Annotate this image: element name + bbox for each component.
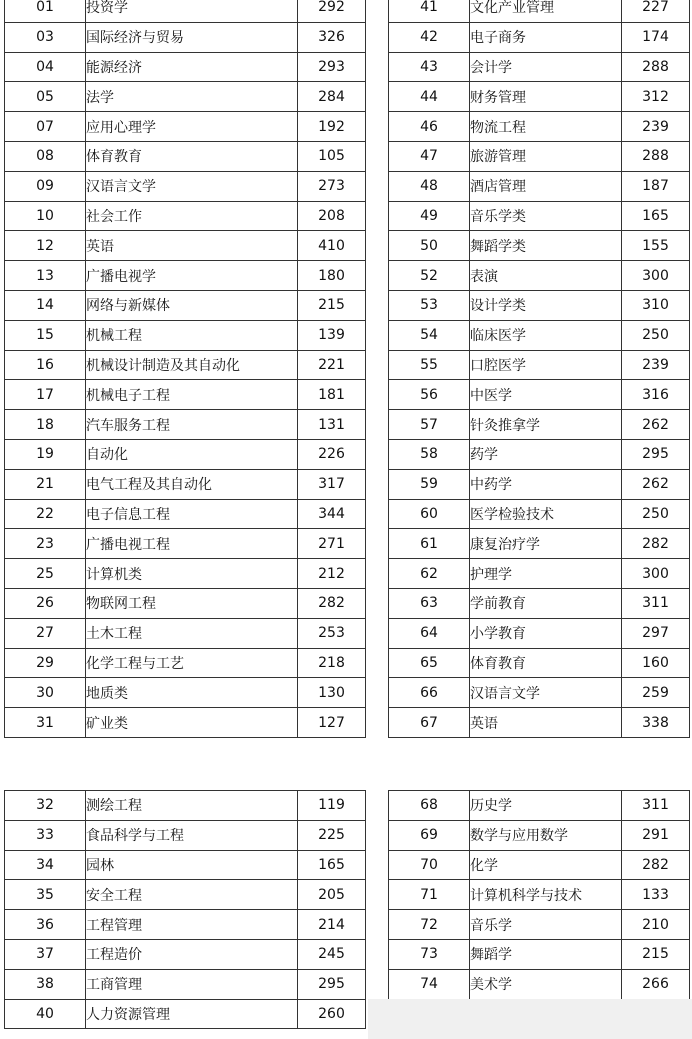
enrollment-count: 119: [298, 791, 366, 821]
major-code: 68: [389, 791, 470, 821]
major-name: 舞蹈学类: [470, 231, 622, 261]
enrollment-count: 174: [622, 22, 690, 52]
major-code: 47: [389, 141, 470, 171]
major-name: 工商管理: [86, 969, 298, 999]
table-row: [5, 678, 366, 708]
table-row: [389, 529, 690, 559]
table-row: [5, 141, 366, 171]
table-row: [389, 141, 690, 171]
enrollment-count: 291: [622, 820, 690, 850]
enrollment-count: 271: [298, 529, 366, 559]
table-row: [389, 380, 690, 410]
major-code: 71: [389, 880, 470, 910]
table-row: [389, 850, 690, 880]
table-row: [5, 112, 366, 142]
major-code: 61: [389, 529, 470, 559]
major-code: 15: [5, 320, 86, 350]
enrollment-count: 192: [298, 112, 366, 142]
major-code: 43: [389, 52, 470, 82]
major-name: 园林: [86, 850, 298, 880]
major-name: 英语: [86, 231, 298, 261]
enrollment-count: 300: [622, 559, 690, 589]
major-code: 53: [389, 290, 470, 320]
table-row: [5, 82, 366, 112]
major-name: 计算机类: [86, 559, 298, 589]
major-name: 电气工程及其自动化: [86, 469, 298, 499]
table-row: [5, 880, 366, 910]
major-name: 化学: [470, 850, 622, 880]
major-code: 23: [5, 529, 86, 559]
major-code: 30: [5, 678, 86, 708]
enrollment-count: 316: [622, 380, 690, 410]
major-code: 29: [5, 648, 86, 678]
enrollment-count: 300: [622, 261, 690, 291]
enrollment-count: 218: [298, 648, 366, 678]
major-name: 自动化: [86, 439, 298, 469]
enrollment-count: 292: [298, 0, 366, 22]
major-code: 66: [389, 678, 470, 708]
major-name: 音乐学: [470, 910, 622, 940]
major-code: 36: [5, 910, 86, 940]
enrollment-count: 312: [622, 82, 690, 112]
major-code: 50: [389, 231, 470, 261]
enrollment-count: 262: [622, 469, 690, 499]
major-name: 护理学: [470, 559, 622, 589]
table-row: [389, 969, 690, 999]
major-code: 55: [389, 350, 470, 380]
table-row: [5, 648, 366, 678]
major-name: 网络与新媒体: [86, 290, 298, 320]
major-name: 汽车服务工程: [86, 410, 298, 440]
major-code: 42: [389, 22, 470, 52]
table-row: [5, 939, 366, 969]
major-code: 01: [5, 0, 86, 22]
major-code: 54: [389, 320, 470, 350]
major-code: 09: [5, 171, 86, 201]
enrollment-count: 317: [298, 469, 366, 499]
table-row: [5, 999, 366, 1029]
table-row: [5, 350, 366, 380]
table-body: [389, 791, 690, 1000]
major-code: 52: [389, 261, 470, 291]
major-code: 16: [5, 350, 86, 380]
enrollment-count: 225: [298, 820, 366, 850]
major-code: 44: [389, 82, 470, 112]
enrollment-count: 293: [298, 52, 366, 82]
enrollment-count: 239: [622, 112, 690, 142]
major-code: 12: [5, 231, 86, 261]
major-name: 口腔医学: [470, 350, 622, 380]
major-name: 机械设计制造及其自动化: [86, 350, 298, 380]
table-row: [5, 850, 366, 880]
table-row: [389, 791, 690, 821]
enrollment-count: 239: [622, 350, 690, 380]
table-row: [389, 469, 690, 499]
enrollment-count: 127: [298, 708, 366, 738]
table-row: [5, 791, 366, 821]
table-row: [389, 201, 690, 231]
enrollment-count: 288: [622, 141, 690, 171]
major-name: 广播电视工程: [86, 529, 298, 559]
major-name: 土木工程: [86, 618, 298, 648]
major-code: 26: [5, 588, 86, 618]
enrollment-table-right-top: [388, 0, 690, 738]
major-name: 设计学类: [470, 290, 622, 320]
enrollment-count: 105: [298, 141, 366, 171]
table-row: [389, 708, 690, 738]
table-row: [5, 171, 366, 201]
enrollment-count: 215: [622, 939, 690, 969]
enrollment-count: 221: [298, 350, 366, 380]
enrollment-count: 250: [622, 320, 690, 350]
major-code: 38: [5, 969, 86, 999]
table-row: [389, 22, 690, 52]
major-code: 73: [389, 939, 470, 969]
major-code: 14: [5, 290, 86, 320]
major-name: 小学教育: [470, 618, 622, 648]
enrollment-count: 295: [622, 439, 690, 469]
major-code: 17: [5, 380, 86, 410]
enrollment-table-left-top: [4, 0, 366, 738]
major-name: 化学工程与工艺: [86, 648, 298, 678]
major-name: 电子商务: [470, 22, 622, 52]
major-code: 32: [5, 791, 86, 821]
table-row: [5, 439, 366, 469]
major-code: 33: [5, 820, 86, 850]
major-name: 针灸推拿学: [470, 410, 622, 440]
major-name: 中药学: [470, 469, 622, 499]
major-code: 60: [389, 499, 470, 529]
enrollment-count: 245: [298, 939, 366, 969]
table-row: [5, 22, 366, 52]
enrollment-count: 208: [298, 201, 366, 231]
table-row: [5, 320, 366, 350]
enrollment-count: 338: [622, 708, 690, 738]
enrollment-count: 273: [298, 171, 366, 201]
major-code: 40: [5, 999, 86, 1029]
major-name: 应用心理学: [86, 112, 298, 142]
major-code: 08: [5, 141, 86, 171]
background-band: [368, 999, 692, 1039]
enrollment-count: 284: [298, 82, 366, 112]
enrollment-count: 260: [298, 999, 366, 1029]
table-row: [389, 231, 690, 261]
major-code: 74: [389, 969, 470, 999]
major-name: 数学与应用数学: [470, 820, 622, 850]
table-row: [389, 112, 690, 142]
enrollment-count: 133: [622, 880, 690, 910]
table-row: [5, 820, 366, 850]
major-name: 广播电视学: [86, 261, 298, 291]
table-body: [5, 791, 366, 1029]
major-code: 31: [5, 708, 86, 738]
table-row: [389, 648, 690, 678]
enrollment-count: 259: [622, 678, 690, 708]
major-name: 工程管理: [86, 910, 298, 940]
enrollment-count: 282: [622, 529, 690, 559]
enrollment-count: 311: [622, 791, 690, 821]
major-code: 13: [5, 261, 86, 291]
major-code: 18: [5, 410, 86, 440]
table-row: [5, 410, 366, 440]
major-name: 社会工作: [86, 201, 298, 231]
table-row: [5, 618, 366, 648]
table-row: [5, 231, 366, 261]
enrollment-count: 253: [298, 618, 366, 648]
table-row: [389, 820, 690, 850]
major-name: 体育教育: [470, 648, 622, 678]
table-row: [5, 969, 366, 999]
major-code: 07: [5, 112, 86, 142]
table-row: [389, 588, 690, 618]
major-name: 酒店管理: [470, 171, 622, 201]
major-name: 文化产业管理: [470, 0, 622, 22]
table-row: [389, 0, 690, 22]
table-row: [389, 410, 690, 440]
enrollment-count: 215: [298, 290, 366, 320]
major-name: 地质类: [86, 678, 298, 708]
table-row: [389, 52, 690, 82]
table-row: [389, 499, 690, 529]
table-row: [5, 52, 366, 82]
enrollment-count: 226: [298, 439, 366, 469]
enrollment-count: 165: [622, 201, 690, 231]
enrollment-count: 210: [622, 910, 690, 940]
major-code: 04: [5, 52, 86, 82]
enrollment-table-right-bottom: [388, 790, 690, 1000]
enrollment-count: 181: [298, 380, 366, 410]
enrollment-table-left-bottom: [4, 790, 366, 1029]
major-code: 64: [389, 618, 470, 648]
table-row: [389, 939, 690, 969]
table-row: [5, 910, 366, 940]
enrollment-count: 344: [298, 499, 366, 529]
table-row: [389, 261, 690, 291]
major-code: 48: [389, 171, 470, 201]
table-row: [389, 439, 690, 469]
major-name: 人力资源管理: [86, 999, 298, 1029]
enrollment-count: 187: [622, 171, 690, 201]
major-name: 矿业类: [86, 708, 298, 738]
major-code: 59: [389, 469, 470, 499]
table-row: [389, 559, 690, 589]
enrollment-count: 130: [298, 678, 366, 708]
enrollment-count: 165: [298, 850, 366, 880]
table-row: [5, 290, 366, 320]
major-code: 03: [5, 22, 86, 52]
enrollment-count: 288: [622, 52, 690, 82]
major-code: 62: [389, 559, 470, 589]
major-name: 医学检验技术: [470, 499, 622, 529]
major-name: 舞蹈学: [470, 939, 622, 969]
major-code: 37: [5, 939, 86, 969]
major-code: 34: [5, 850, 86, 880]
enrollment-count: 160: [622, 648, 690, 678]
major-name: 物流工程: [470, 112, 622, 142]
major-name: 表演: [470, 261, 622, 291]
major-name: 学前教育: [470, 588, 622, 618]
enrollment-count: 282: [298, 588, 366, 618]
enrollment-count: 311: [622, 588, 690, 618]
major-name: 机械电子工程: [86, 380, 298, 410]
major-name: 旅游管理: [470, 141, 622, 171]
table-row: [389, 678, 690, 708]
major-code: 49: [389, 201, 470, 231]
table-row: [389, 350, 690, 380]
major-code: 69: [389, 820, 470, 850]
major-name: 财务管理: [470, 82, 622, 112]
table-row: [5, 0, 366, 22]
major-code: 67: [389, 708, 470, 738]
table-row: [5, 261, 366, 291]
table-row: [389, 320, 690, 350]
major-name: 美术学: [470, 969, 622, 999]
enrollment-count: 131: [298, 410, 366, 440]
major-name: 能源经济: [86, 52, 298, 82]
major-code: 63: [389, 588, 470, 618]
major-code: 46: [389, 112, 470, 142]
table-row: [5, 588, 366, 618]
major-code: 57: [389, 410, 470, 440]
major-code: 19: [5, 439, 86, 469]
table-row: [389, 171, 690, 201]
major-name: 中医学: [470, 380, 622, 410]
major-name: 历史学: [470, 791, 622, 821]
enrollment-count: 326: [298, 22, 366, 52]
table-row: [5, 529, 366, 559]
major-name: 计算机科学与技术: [470, 880, 622, 910]
enrollment-count: 227: [622, 0, 690, 22]
table-row: [389, 910, 690, 940]
enrollment-count: 250: [622, 499, 690, 529]
enrollment-count: 297: [622, 618, 690, 648]
major-code: 65: [389, 648, 470, 678]
major-code: 72: [389, 910, 470, 940]
enrollment-count: 205: [298, 880, 366, 910]
major-code: 21: [5, 469, 86, 499]
major-name: 安全工程: [86, 880, 298, 910]
table-row: [5, 559, 366, 589]
major-code: 05: [5, 82, 86, 112]
enrollment-count: 266: [622, 969, 690, 999]
enrollment-count: 180: [298, 261, 366, 291]
major-code: 56: [389, 380, 470, 410]
major-code: 25: [5, 559, 86, 589]
table-row: [5, 201, 366, 231]
major-code: 35: [5, 880, 86, 910]
major-code: 41: [389, 0, 470, 22]
enrollment-count: 155: [622, 231, 690, 261]
table-row: [5, 499, 366, 529]
table-row: [5, 469, 366, 499]
major-name: 食品科学与工程: [86, 820, 298, 850]
major-name: 国际经济与贸易: [86, 22, 298, 52]
major-code: 27: [5, 618, 86, 648]
table-row: [389, 82, 690, 112]
major-code: 10: [5, 201, 86, 231]
major-code: 70: [389, 850, 470, 880]
enrollment-count: 410: [298, 231, 366, 261]
table-body: [389, 0, 690, 737]
major-name: 临床医学: [470, 320, 622, 350]
table-row: [389, 880, 690, 910]
major-name: 药学: [470, 439, 622, 469]
major-name: 汉语言文学: [86, 171, 298, 201]
major-name: 电子信息工程: [86, 499, 298, 529]
enrollment-count: 214: [298, 910, 366, 940]
table-row: [389, 618, 690, 648]
major-name: 物联网工程: [86, 588, 298, 618]
major-name: 法学: [86, 82, 298, 112]
major-name: 机械工程: [86, 320, 298, 350]
major-name: 英语: [470, 708, 622, 738]
major-name: 康复治疗学: [470, 529, 622, 559]
major-code: 58: [389, 439, 470, 469]
enrollment-count: 310: [622, 290, 690, 320]
enrollment-count: 295: [298, 969, 366, 999]
enrollment-count: 212: [298, 559, 366, 589]
major-name: 工程造价: [86, 939, 298, 969]
major-name: 汉语言文学: [470, 678, 622, 708]
enrollment-count: 262: [622, 410, 690, 440]
enrollment-count: 139: [298, 320, 366, 350]
major-name: 投资学: [86, 0, 298, 22]
major-code: 22: [5, 499, 86, 529]
enrollment-count: 282: [622, 850, 690, 880]
major-name: 体育教育: [86, 141, 298, 171]
table-body: [5, 0, 366, 737]
table-row: [5, 380, 366, 410]
major-name: 会计学: [470, 52, 622, 82]
major-name: 测绘工程: [86, 791, 298, 821]
table-row: [389, 290, 690, 320]
major-name: 音乐学类: [470, 201, 622, 231]
table-row: [5, 708, 366, 738]
